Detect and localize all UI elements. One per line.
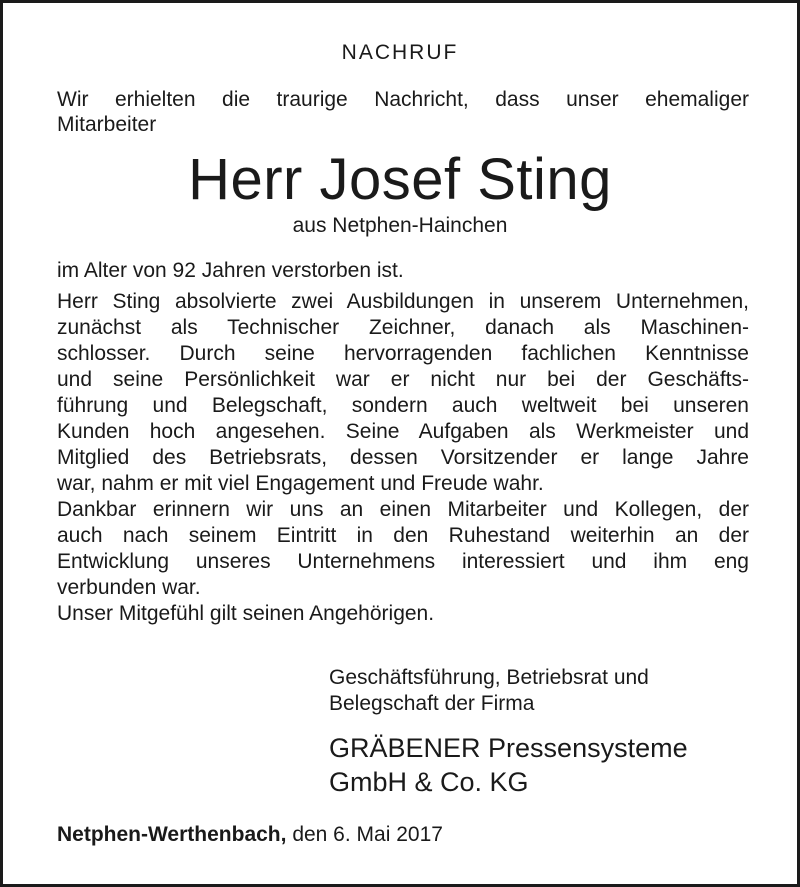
date: den 6. Mai 2017 <box>292 823 443 846</box>
body-line: verbunden war. <box>57 576 201 599</box>
body-line: Unser Mitgefühl gilt seinen Angehörigen. <box>57 602 435 625</box>
body-line: schlosser. Durch seine hervorragenden fachlichen Kenntnisse <box>57 342 749 365</box>
signature-line: Geschäftsführung, Betriebsrat und <box>329 666 649 689</box>
company-line: GmbH & Co. KG <box>329 767 529 797</box>
place: Netphen-Werthenbach, <box>57 823 287 846</box>
body-line: Entwicklung unseres Unternehmens interessiert und ihm eng <box>57 550 749 573</box>
company-line: GRÄBENER Pressensysteme <box>329 733 688 763</box>
body-line: auch nach seinem Eintritt in den Ruhestand weiterhin an der <box>57 524 749 547</box>
body-line: Dankbar erinnern wir uns an einen Mitarbeiter und Kollegen, der <box>57 498 749 521</box>
deceased-name: Herr Josef Sting <box>188 147 612 212</box>
company-name <box>329 731 688 799</box>
body-line: Mitglied des Betriebsrats, dessen Vorsitzender er lange Jahre <box>57 446 749 469</box>
body-line: war, nahm er mit viel Engagement und Freude wahr. <box>57 472 544 495</box>
signature-line: Belegschaft der Firma <box>329 692 535 715</box>
obituary-body <box>57 289 749 627</box>
body-line: Herr Sting absolvierte zwei Ausbildungen in unserem Unternehmen, <box>57 290 749 313</box>
body-line: und seine Persönlichkeit war er nicht nur bei der Geschäfts- <box>57 368 749 391</box>
age-line: im Alter von 92 Jahren verstorben ist. <box>57 259 404 282</box>
body-line: Kunden hoch angesehen. Seine Aufgaben als Werkmeister und <box>57 420 749 443</box>
signature-block <box>329 665 649 717</box>
place-date-line <box>57 822 443 848</box>
body-line: führung und Belegschaft, sondern auch weltweit bei unseren <box>57 394 749 417</box>
deceased-origin: aus Netphen-Hainchen <box>292 214 508 237</box>
body-line: zunächst als Technischer Zeichner, danach als Maschinen- <box>57 316 749 339</box>
notice-heading: NACHRUF <box>341 41 459 64</box>
intro-line: Wir erhielten die traurige Nachricht, dass unser ehemaliger <box>57 88 749 111</box>
intro-line: Mitarbeiter <box>57 113 157 136</box>
intro-text <box>57 87 749 137</box>
